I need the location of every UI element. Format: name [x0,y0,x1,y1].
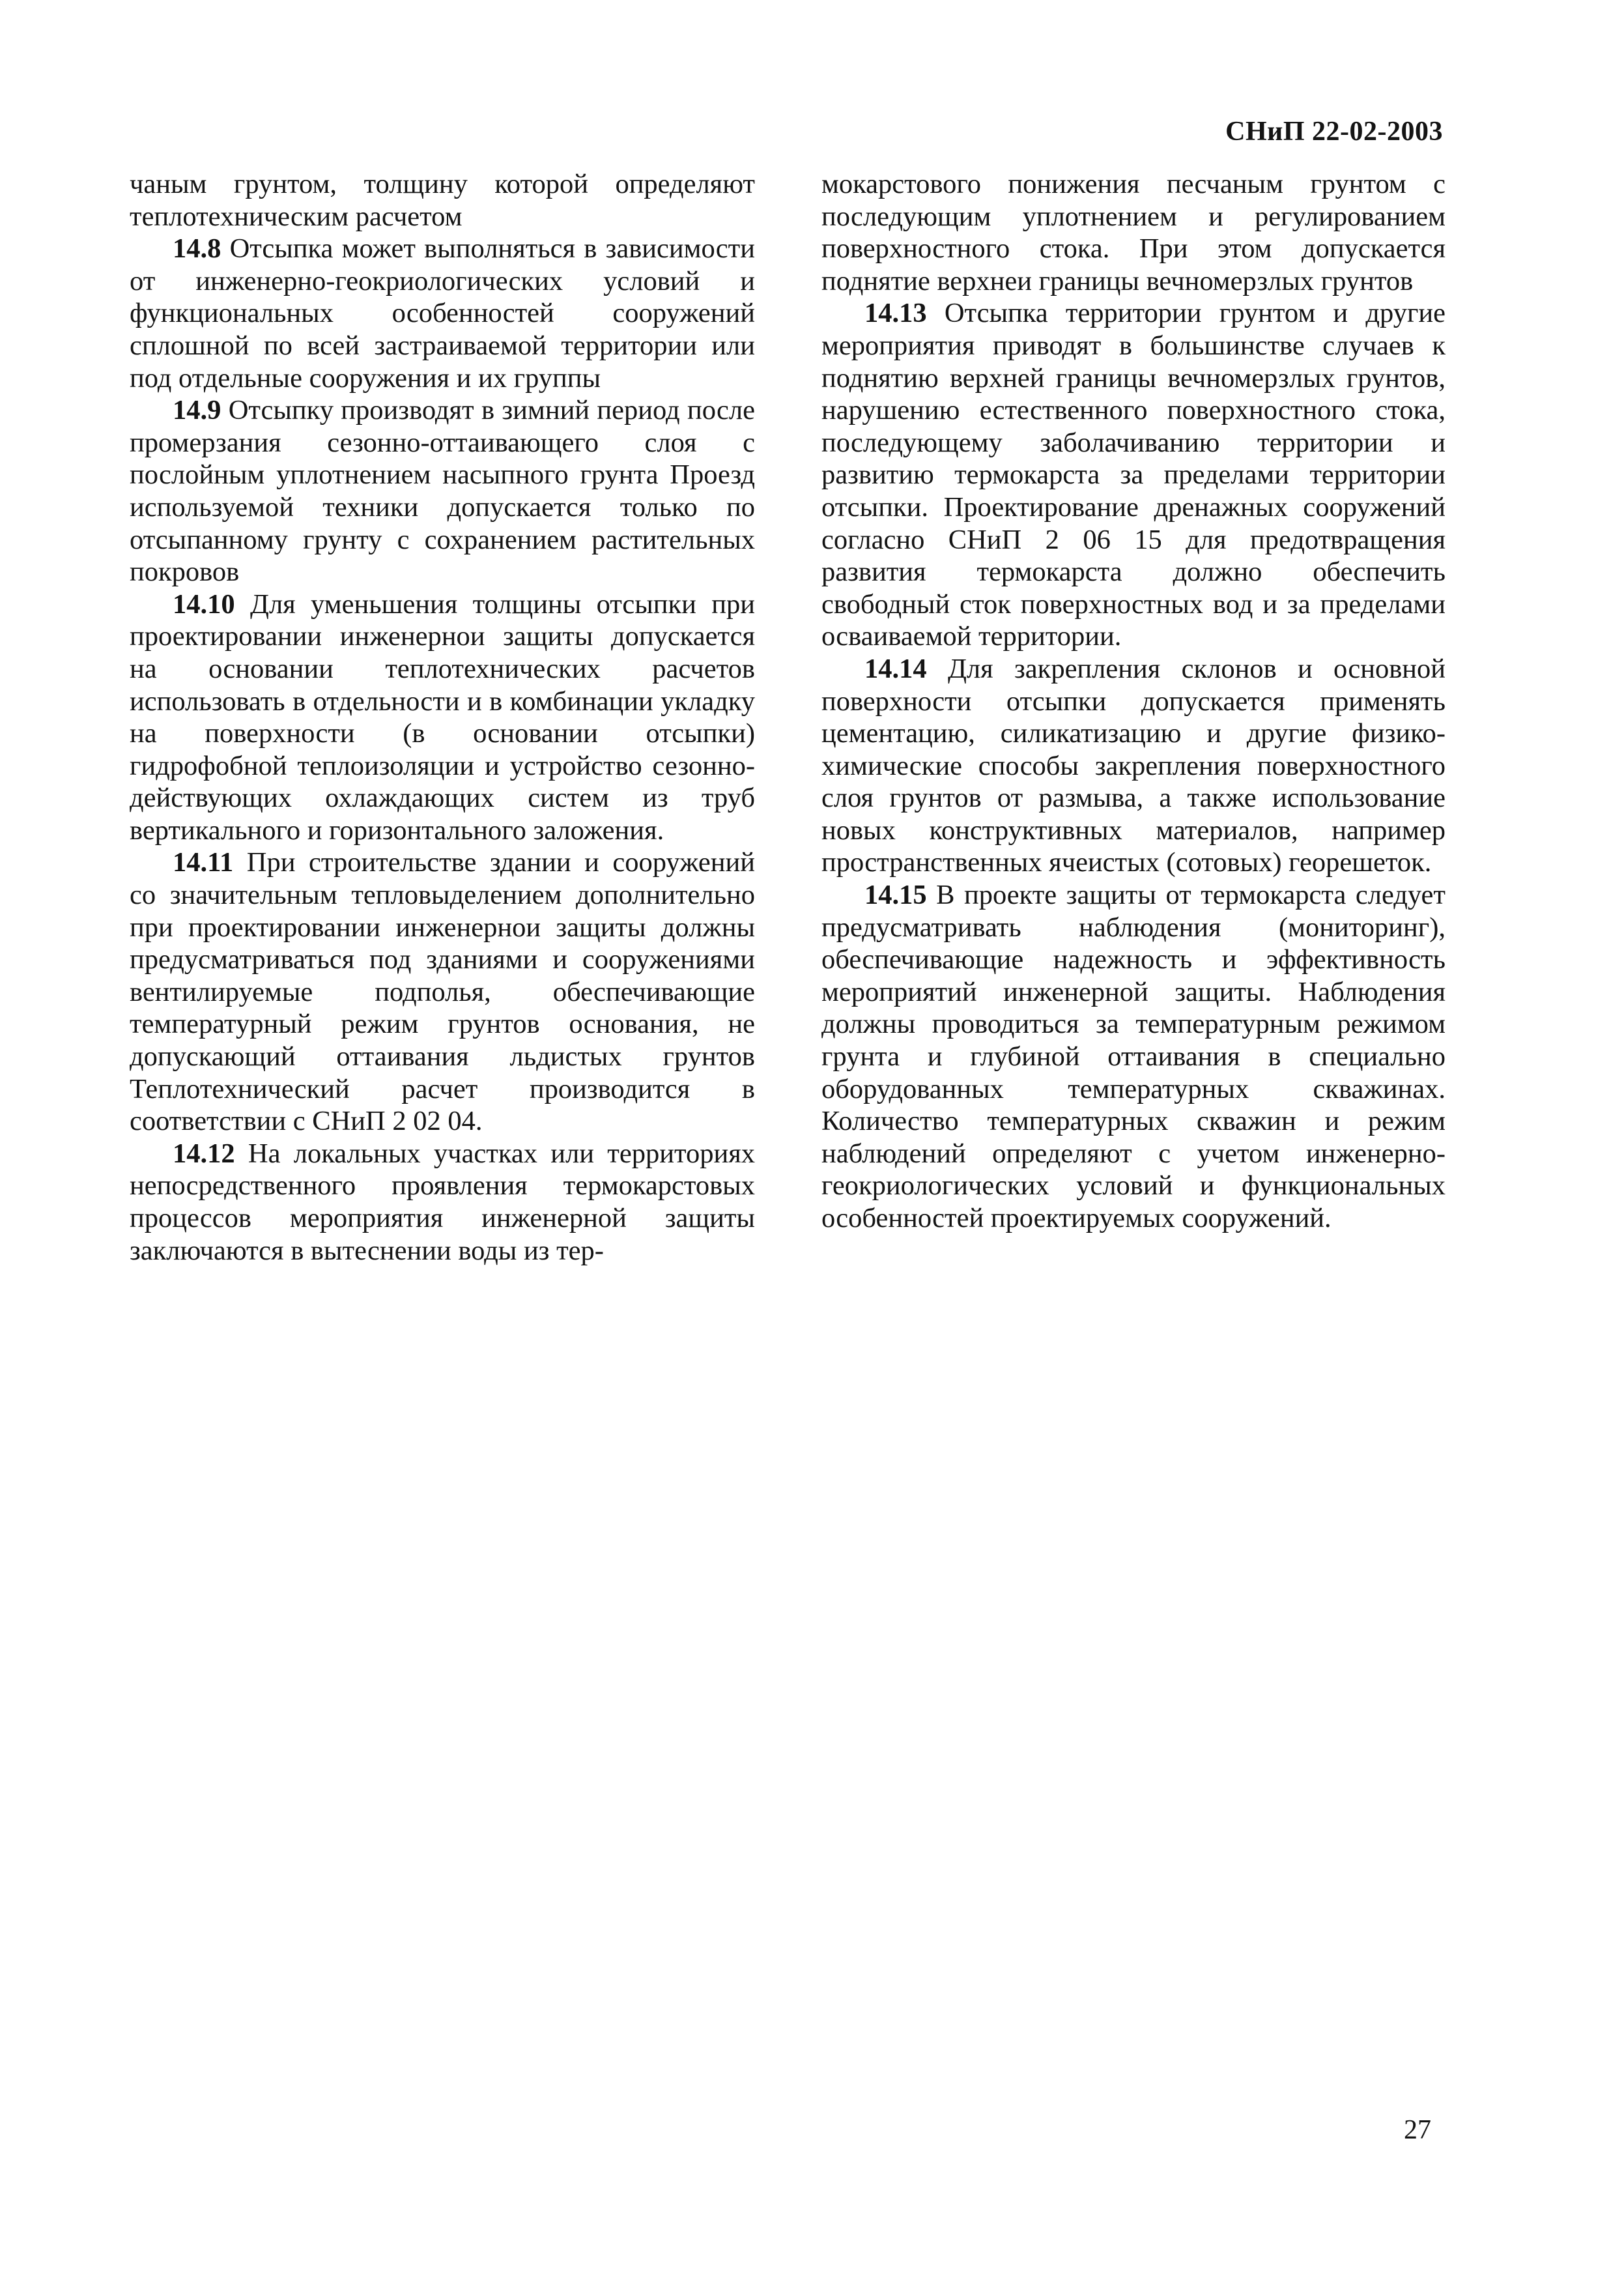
paragraph-14-13 [821,297,1446,653]
clause-number: 14.11 [173,847,234,878]
paragraph-continuation [821,168,1446,297]
clause-number: 14.12 [173,1138,235,1169]
paragraph-text: мокарстового понижения песчаным грунтом с последующим уплотнением и регулированием поверхностного стока. При этом допускается поднятие верхнеи границы вечномерзлых грунтов [821,169,1446,296]
paragraph-text: Отсыпка территории грунтом и другие мероприятия приводят в большинстве случаев к поднятию верхней границы вечномерзлых грунтов, нарушению естественного поверхностного стока, последующему заболачиванию территории и развитию термокарста за пределами территории отсыпки. Проектирование дренажных сооружений согласно СНиП 2 06 15 для предотвращения развития термокарста должно обеспечить свободный сток поверхностных вод и за пределами осваиваемой территории. [821,298,1446,652]
clause-number: 14.15 [864,880,927,911]
clause-number: 14.10 [173,588,235,620]
clause-number: 14.13 [864,298,927,329]
clause-number: 14.8 [173,233,221,265]
page-number: 27 [1404,2115,1431,2145]
paragraph-continuation [130,168,755,233]
paragraph-14-15 [821,879,1446,1235]
paragraph-text: Отсыпку производят в зимний период после промерзания сезонно-оттаивающего слоя с послойным уплотнением насыпного грунта Проезд используемой техники допускается только по отсыпанному грунту с сохранением растительных покровов [130,395,755,588]
document-code-header: СНиП 22-02-2003 [1225,117,1443,147]
clause-number: 14.9 [173,395,221,426]
paragraph-text: При строительстве здании и сооружений со значительным тепловыделением дополнительно при проектировании инженернои защиты должны предусматриваться под зданиями и сооружениями вентилируемые подполья, обеспечивающие температурный режим грунтов основания, не допускающий оттаивания льдистых грунтов Теплотехнический расчет производится в соответствии с СНиП 2 02 04. [130,847,755,1137]
clause-number: 14.14 [864,653,927,684]
paragraph-14-9 [130,394,755,588]
paragraph-text: чаным грунтом, толщину которой определяют теплотехническим расчетом [130,169,755,232]
paragraph-14-10 [130,588,755,847]
left-text-column [130,168,755,1267]
paragraph-text: Отсыпка может выполняться в зависимости от инженерно-геокриологических условий и функциональных особенностей сооружений сплошной по всей застраиваемой территории или под отдельные сооружения и их группы [130,233,755,394]
paragraph-text: На локальных участках или территориях непосредственного проявления термокарстовых процессов мероприятия инженерной защиты заключаются в вытеснении воды из тер- [130,1138,755,1266]
paragraph-14-11 [130,846,755,1137]
paragraph-14-14 [821,653,1446,879]
right-text-column [821,168,1446,1235]
paragraph-14-12 [130,1138,755,1267]
paragraph-text: Для закрепления склонов и основной поверхности отсыпки допускается применять цементацию, силикатизацию и другие физико-химические способы закрепления поверхностного слоя грунтов от размыва, а также использование новых конструктивных материалов, например пространственных ячеистых (сотовых) георешеток. [821,653,1446,878]
paragraph-text: Для уменьшения толщины отсыпки при проектировании инженернои защиты допускается на основании теплотехнических расчетов использовать в отдельности и в комбинации укладку на поверхности (в основании отсыпки) гидрофобной теплоизоляции и устройство сезонно-действующих охлаждающих систем из труб вертикального и горизонтального заложения. [130,588,755,846]
paragraph-text: В проекте защиты от термокарста следует предусматривать наблюдения (мониторинг), обеспечивающие надежность и эффективность мероприятий инженерной защиты. Наблюдения должны проводиться за температурным режимом грунта и глубиной оттаивания в специально оборудованных температурных скважинах. Количество температурных скважин и режим наблюдений определяют с учетом инженерно-геокриологических условий и функциональных особенностей проектируемых сооружений. [821,880,1446,1233]
paragraph-14-8 [130,233,755,394]
